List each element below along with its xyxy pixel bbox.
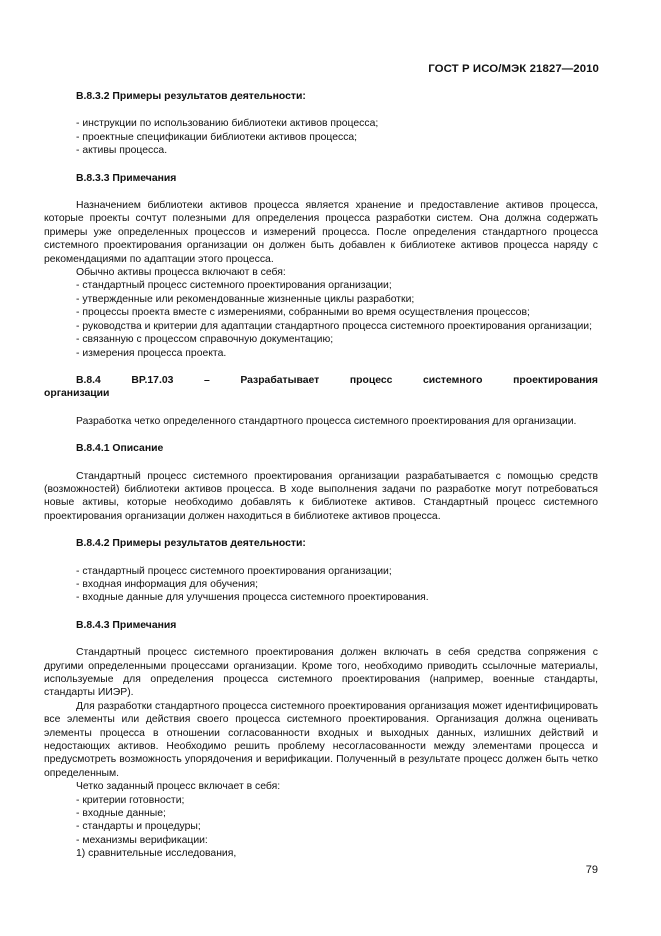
list-item: - руководства и критерии для адаптации стандартного процесса системного проектирования организации;	[76, 320, 592, 332]
heading-part: B.8.4	[76, 374, 101, 386]
list-item: - связанную с процессом справочную документацию;	[76, 334, 334, 346]
page-header: ГОСТ Р ИСО/МЭК 21827—2010	[428, 63, 599, 75]
list-item: 1) сравнительные исследования,	[76, 848, 237, 860]
list-item: - стандартный процесс системного проектирования организации;	[76, 280, 392, 292]
heading-part: системного	[422, 374, 483, 386]
section-heading-b842: B.8.4.2 Примеры результатов деятельности:	[76, 538, 306, 550]
section-heading-b841: B.8.4.1 Описание	[76, 443, 164, 455]
list-item: - критерии готовности;	[76, 794, 185, 806]
paragraph: Четко заданный процесс включает в себя:	[76, 781, 281, 793]
heading-part: –	[203, 374, 210, 386]
list-item: - процессы проекта вместе с измерениями, собранными во время осуществления процессов;	[76, 307, 530, 319]
section-heading-b833: B.8.3.3 Примечания	[76, 172, 177, 184]
paragraph: Назначением библиотеки активов процесса является хранение и предоставление активов процесса, которые проекты сочтут полезными для определения процесса разработки систем. Она должна содержать примеры уже определенных процессов и измерений процесса. После определения стандартного процесса системного проектирования организации он должен быть добавлен к библиотеке активов процесса наряду с рекомендациями по адаптации этого процесса.	[44, 200, 598, 265]
list-item: - входная информация для обучения;	[76, 578, 259, 590]
page-number: 79	[585, 864, 598, 876]
paragraph: Обычно активы процесса включают в себя:	[76, 267, 286, 279]
heading-part: Разрабатывает	[240, 374, 320, 386]
page-content	[44, 90, 598, 861]
section-heading-b84	[44, 374, 598, 387]
section-heading-b832: B.8.3.2 Примеры результатов деятельности:	[76, 91, 306, 102]
list-item: - утвержденные или рекомендованные жизненные циклы разработки;	[76, 293, 415, 305]
heading-part: BP.17.03	[131, 374, 174, 386]
list-item: - активы процесса.	[76, 145, 168, 157]
list-item: - входные данные;	[76, 808, 166, 820]
paragraph: Для разработки стандартного процесса системного проектирования организация может идентифицировать все элементы или действия своего процесса системного проектирования. Организация должна оценивать элементы процесса в отношении согласованности входных и выходных данных, излишних действий и недостающих активов. Необходимо решить проблему несогласованности между элементами процесса и предусмотреть возможность упорядочения и верификации. Полученный в результате процесс должен быть четко определенным.	[44, 700, 598, 779]
section-heading-b84-cont: организации	[44, 388, 110, 400]
list-item: - стандартный процесс системного проектирования организации;	[76, 565, 392, 577]
list-item: - измерения процесса проекта.	[76, 347, 227, 359]
list-item: - стандарты и процедуры;	[76, 821, 201, 833]
heading-part: процесс	[349, 374, 393, 386]
heading-part: проектирования	[513, 374, 598, 386]
paragraph: Стандартный процесс системного проектирования организации разрабатывается с помощью средств (возможностей) библиотеки активов процесса. В ходе выполнения задачи по разработке могут потребоваться новые активы, которые необходимо добавлять к библиотеке активов. Стандартный процесс системного проектирования организации должен находиться в библиотеке активов процесса.	[44, 470, 598, 522]
section-heading-b843: B.8.4.3 Примечания	[76, 619, 177, 631]
list-item: - входные данные для улучшения процесса системного проектирования.	[76, 592, 429, 604]
paragraph: Разработка четко определенного стандартного процесса системного проектирования для организации.	[76, 415, 577, 427]
list-item: - инструкции по использованию библиотеки активов процесса;	[76, 118, 379, 130]
list-item: - механизмы верификации:	[76, 834, 208, 846]
list-item: - проектные спецификации библиотеки активов процесса;	[76, 131, 358, 143]
paragraph: Стандартный процесс системного проектирования должен включать в себя средства сопряжения с другими определенными процессами организации. Кроме того, необходимо приводить ссылочные материалы, используемые для определения процесса системного проектирования (например, военные стандарты, стандарты ИИЭР).	[44, 647, 598, 699]
